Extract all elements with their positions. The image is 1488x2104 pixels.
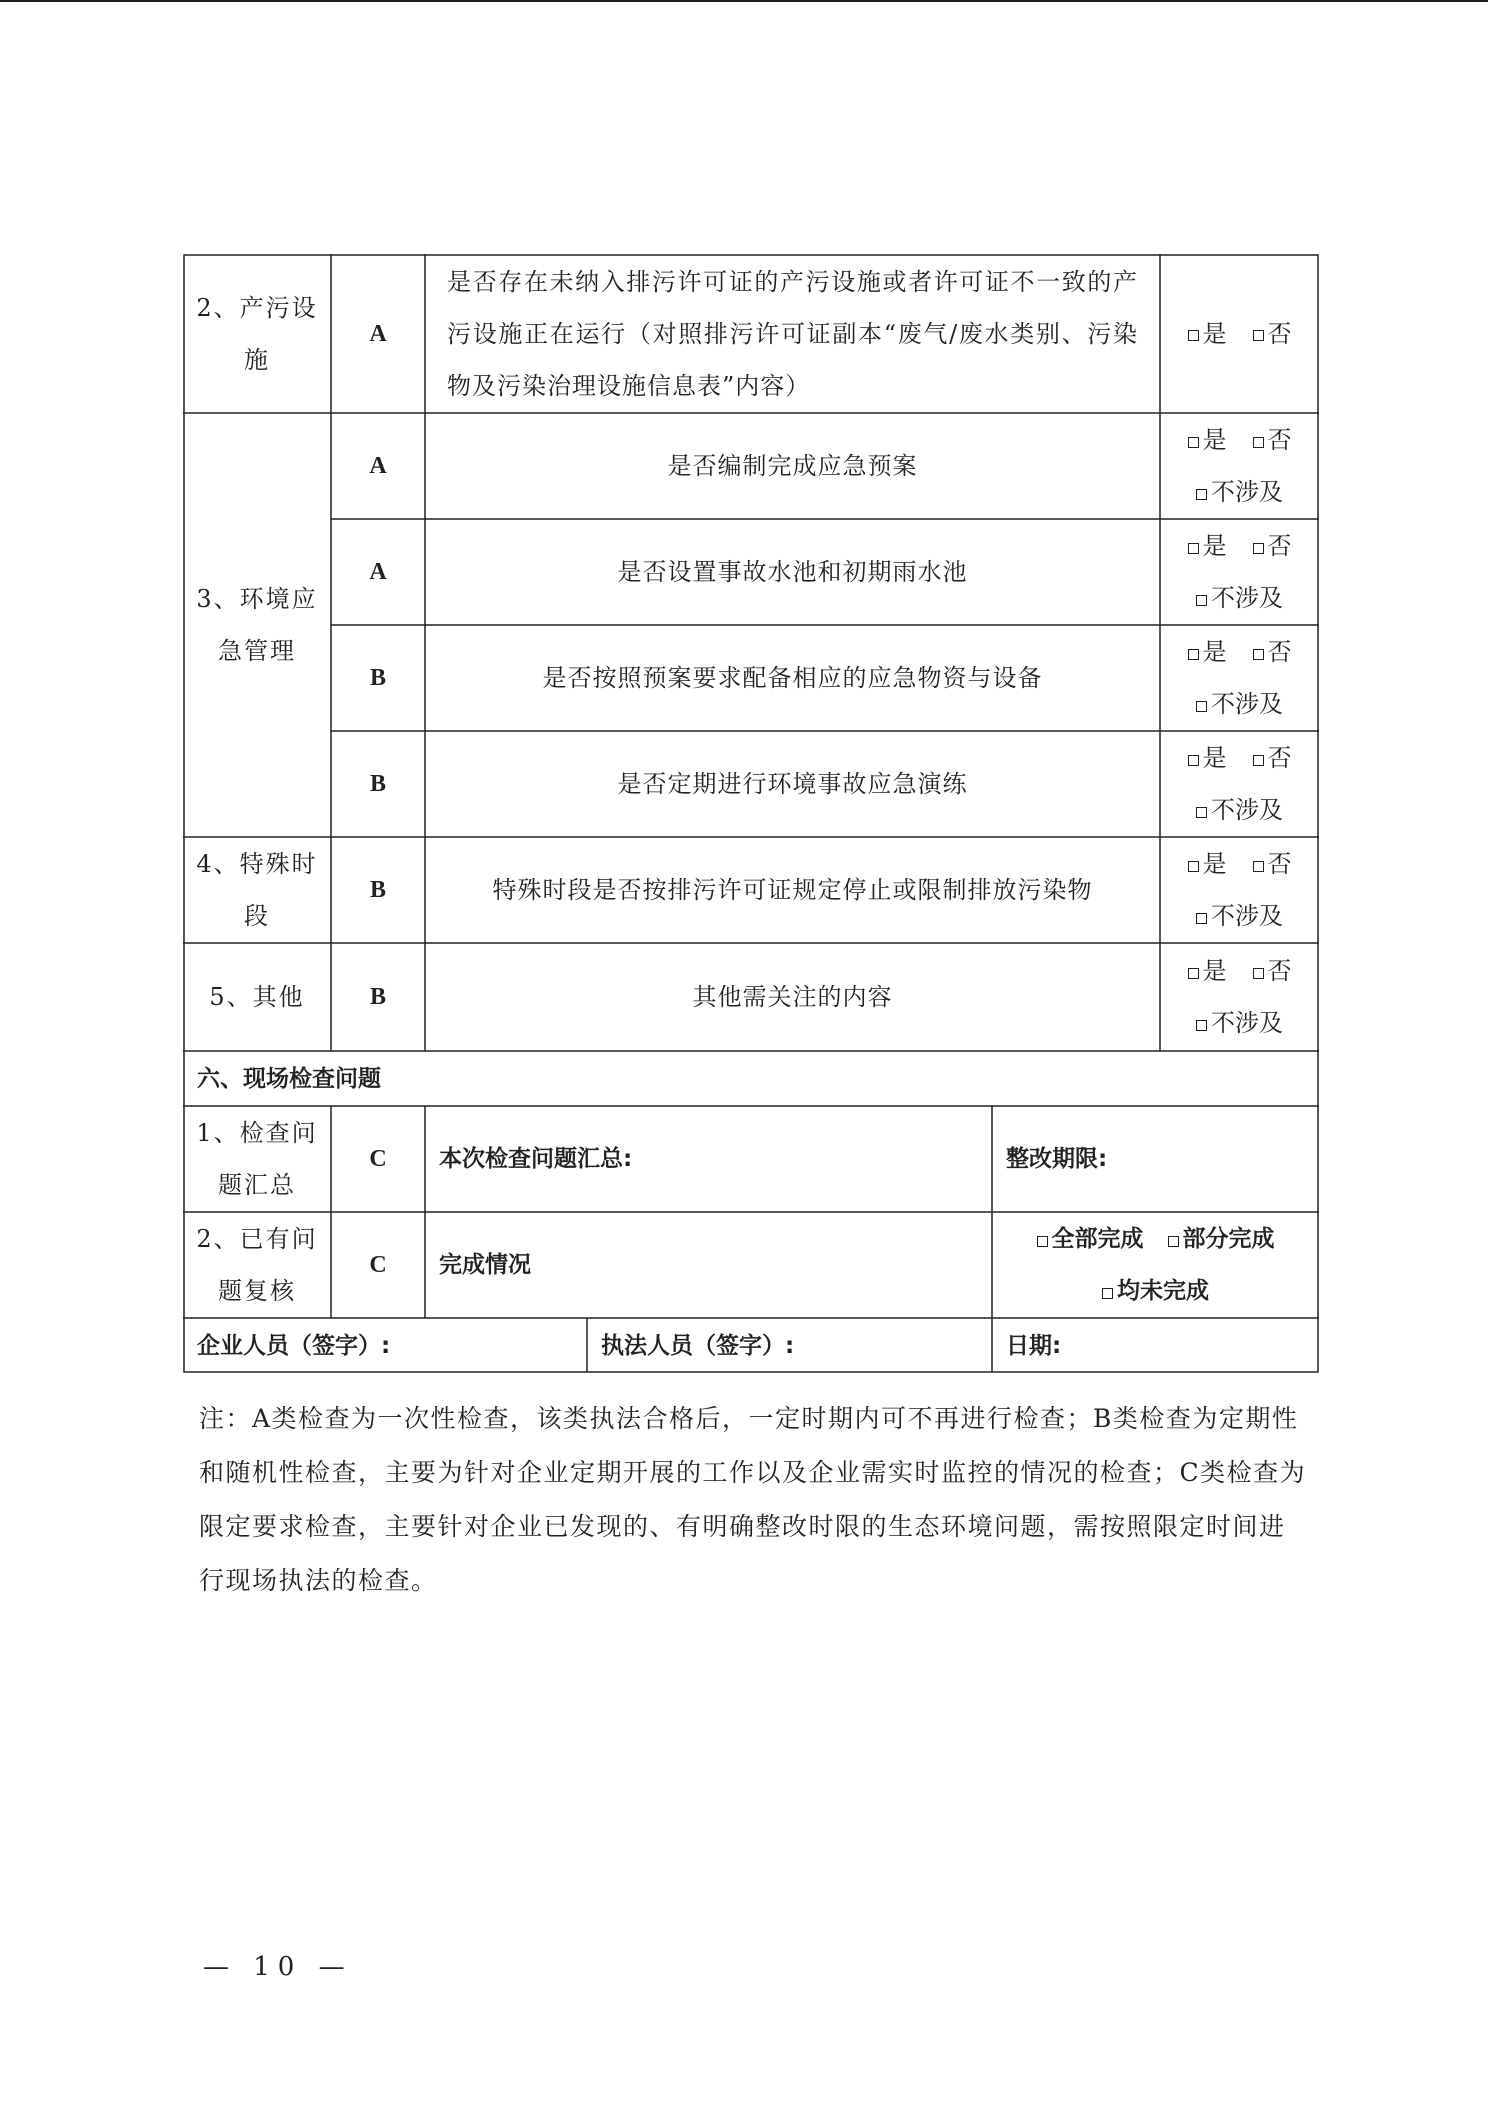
checkbox-icon [1253,543,1264,554]
top-border-line [0,0,1488,2]
checkbox-icon [1188,437,1199,448]
yes-checkbox[interactable] [1188,520,1227,572]
category-label: 2、产污设施 [196,293,318,374]
option-label: 不涉及 [1211,478,1283,506]
checkbox-icon [1253,755,1264,766]
level-cell: B [369,984,386,1010]
checkbox-icon [1253,649,1264,660]
option-label: 否 [1267,426,1292,454]
content-cell: 其他需关注的内容 [692,983,893,1011]
content-cell [425,254,1160,413]
yes-checkbox[interactable] [1188,414,1227,466]
yes-checkbox[interactable] [1188,945,1227,997]
no-checkbox[interactable] [1253,414,1292,466]
category-label: 5、其他 [209,983,305,1011]
checkbox-icon [1188,649,1199,660]
section-title: 六、现场检查问题 [197,1065,381,1092]
option-label: 不涉及 [1211,902,1283,930]
level-cell: B [369,877,386,903]
no-checkbox[interactable] [1253,626,1292,678]
not-applicable-checkbox[interactable] [1196,890,1283,942]
checkbox-icon [1253,968,1264,979]
page-number: — 10 — [203,1952,353,1982]
inspection-table [183,254,1319,1373]
category-cell [183,837,331,943]
option-label: 否 [1267,532,1292,560]
footnote-text: 注：A类检查为一次性检查，该类执法合格后，一定时期内可不再进行检查；B类检查为定期性和随机性检查，主要为针对企业定期开展的工作以及企业需实时监控的情况的检查；C类检查为限定要求检查，主要针对企业已发现的、有明确整改时限的生态环境问题，需按照限定时间进行现场执法的检查。 [199,1404,1307,1595]
problem-summary-field[interactable]: 本次检查问题汇总: [439,1146,633,1172]
option-label: 部分完成 [1182,1226,1275,1252]
option-label: 是 [1202,638,1227,666]
option-label: 均未完成 [1117,1278,1209,1304]
category-label: 4、特殊时段 [196,850,318,930]
checkbox-icon [1196,913,1207,924]
footnote [199,1392,1309,1608]
option-label: 否 [1267,744,1292,772]
checkbox-icon [1188,543,1199,554]
checkbox-icon [1188,861,1199,872]
partial-complete-checkbox[interactable] [1168,1213,1275,1265]
date-field[interactable]: 日期: [1006,1332,1062,1359]
yes-checkbox[interactable] [1188,732,1227,784]
not-applicable-checkbox[interactable] [1196,997,1283,1049]
completion-status-label: 完成情况 [439,1252,531,1278]
options-cell [1160,413,1319,519]
option-label: 否 [1267,957,1292,985]
checkbox-icon [1196,1020,1207,1031]
level-cell: B [369,771,386,797]
content-cell: 是否按照预案要求配备相应的应急物资与设备 [542,664,1043,692]
option-label: 不涉及 [1211,584,1283,612]
rectification-deadline-field[interactable]: 整改期限: [1006,1146,1108,1172]
option-label: 是 [1202,319,1227,348]
checkbox-icon [1196,701,1207,712]
category-label: 2、已有问题复核 [196,1225,318,1305]
category-cell [183,254,331,413]
checkbox-icon [1253,437,1264,448]
option-label: 是 [1202,426,1227,454]
option-label: 是 [1202,744,1227,772]
option-label: 是 [1202,957,1227,985]
none-complete-checkbox[interactable] [1102,1265,1209,1317]
option-label: 否 [1267,638,1292,666]
option-label: 否 [1267,319,1292,348]
category-label: 3、环境应急管理 [196,585,318,665]
checkbox-icon [1253,330,1264,341]
category-label: 1、检查问题汇总 [196,1119,318,1199]
checkbox-icon [1168,1236,1179,1247]
company-signature-field[interactable]: 企业人员（签字）: [197,1332,391,1359]
yes-checkbox[interactable] [1188,308,1227,360]
level-cell: B [369,665,386,691]
no-checkbox[interactable] [1253,732,1292,784]
enforcement-signature-field[interactable]: 执法人员（签字）: [601,1332,795,1359]
category-cell [183,943,331,1051]
checkbox-icon [1196,807,1207,818]
no-checkbox[interactable] [1253,520,1292,572]
checkbox-icon [1196,595,1207,606]
not-applicable-checkbox[interactable] [1196,784,1283,836]
level-cell: C [369,1252,387,1278]
category-cell [183,1106,331,1212]
yes-checkbox[interactable] [1188,626,1227,678]
options-cell [1160,625,1319,731]
no-checkbox[interactable] [1253,838,1292,890]
category-cell [183,1212,331,1318]
option-label: 是 [1202,850,1227,878]
checkbox-icon [1188,330,1199,341]
yes-checkbox[interactable] [1188,838,1227,890]
options-cell [1160,943,1319,1051]
checkbox-icon [1037,1236,1048,1247]
content-text: 是否存在未纳入排污许可证的产污设施或者许可证不一致的产污设施正在运行（对照排污许可证副本“废气/废水类别、污染物及污染治理设施信息表”内容） [447,267,1138,400]
all-complete-checkbox[interactable] [1037,1213,1144,1265]
not-applicable-checkbox[interactable] [1196,572,1283,624]
content-cell: 是否定期进行环境事故应急演练 [617,770,968,798]
checkbox-icon [1188,755,1199,766]
checkbox-icon [1196,489,1207,500]
level-cell: A [369,559,387,585]
category-cell [183,413,331,837]
content-cell: 特殊时段是否按排污许可证规定停止或限制排放污染物 [492,876,1093,904]
options-cell [1160,519,1319,625]
not-applicable-checkbox[interactable] [1196,466,1283,518]
option-label: 全部完成 [1051,1226,1144,1252]
option-label: 否 [1267,850,1292,878]
level-cell: C [369,1146,387,1172]
level-cell: A [369,320,387,347]
options-cell [1160,254,1319,413]
no-checkbox[interactable] [1253,945,1292,997]
option-label: 不涉及 [1211,690,1283,718]
no-checkbox[interactable] [1253,308,1292,360]
content-cell: 是否设置事故水池和初期雨水池 [617,558,968,586]
option-label: 不涉及 [1211,1009,1283,1037]
checkbox-icon [1102,1288,1113,1299]
options-cell [1160,731,1319,837]
completion-options-cell [992,1212,1319,1318]
checkbox-icon [1188,968,1199,979]
not-applicable-checkbox[interactable] [1196,678,1283,730]
level-cell: A [369,453,387,479]
content-cell: 是否编制完成应急预案 [667,452,918,480]
options-cell [1160,837,1319,943]
option-label: 不涉及 [1211,796,1283,824]
option-label: 是 [1202,532,1227,560]
checkbox-icon [1253,861,1264,872]
